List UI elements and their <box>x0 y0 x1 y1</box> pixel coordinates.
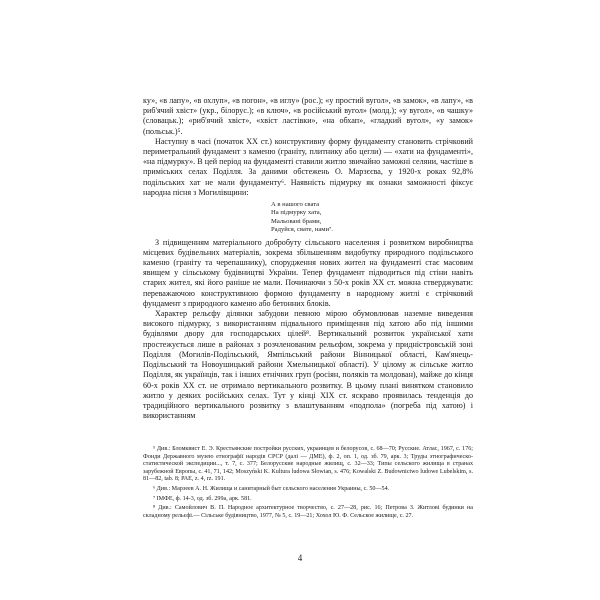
footnotes <box>143 446 473 520</box>
folk-song-quote <box>271 201 473 235</box>
footnote: ⁷ ІМФЕ, ф. 14-3, од. зб. 299а, арк. 581. <box>153 495 252 502</box>
page-number: 4 <box>297 553 303 563</box>
paragraph: З підвищенням матеріального добробуту сільського населення і розвитком виробництва місцевих будівельних матеріалів, зокрема збільшенням видобутку природного подільського каменю (граніту та черепашнику), спорудження нових жител на фундаменті стає масовим явищем у сільському будівництві України. Тепер фундамент підводиться під стіни навіть старих жител, які його раніше не мали. Починаючи з 50-х років XX ст. можна стверджувати: переважаючою конструктивною формою фундаменту в народному житлі є стрічковий фундамент з природного каменю або бетонних блоків. <box>143 237 473 308</box>
footnote: ⁶ Див.: Марзеев А. Н. Жилища и санитарный быт сельского населения Украины, с. 50—54. <box>153 485 390 492</box>
paragraph: Наступну в часі (початок XX ст.) конструктивну форму фундаменту становить стрічковий периметральний фундамент з каменю (граніту, плитнику або цегли) — «хати на фундаменті», «на підмурку». В цей період на фундаменті ставили житло звичайно заможні селяни, частіше в приміських селах Поділля. За даними обстежень О. Марзєєва, у 1920-х роках 92,8% подільських хат не мали фундаменту⁶. Наявність підмурку як ознаки заможності фіксує народна пісня з Могилівщини: <box>143 136 473 197</box>
paragraph: Характер рельєфу ділянки забудови певною мірою обумовлював наземне виведення високого підмурку, з використанням підвального приміщення під хатою або під іншими будівлями двору для господарських цілей⁸. Вертикальний розвиток української хати простежується лише в районах з розчленованим рельєфом, зокрема у придністровській зоні Поділля (Могилів-Подільський, Ямпільський райони Вінницької області, Кам'янець-Подільський та Новоушицький райони Хмельницької області). У цілому ж сільське житло Поділля, як українців, так і інших етнічних груп (росіян, поляків та молдован), майже до кінця 60-х років XX ст. не отримало вертикального розвитку. В цьому плані винятком становило житло у деяких російських селах. Тут у кінці XIX ст. яскраво проявилась тенденція до традиційного вертикального розвитку з влаштуванням «подпола» (погреба під хатою) і використанням <box>143 309 473 421</box>
paragraph: ку», «в лапу», «в охлуп», «в погон», «в иглу» (рос.); «у простий вугол», «в замок», «в лапу», «в риб'ячий хвіст» (укр., білорус.); «в ключ», «в російський вугол» (молд.); «у вугол», «в чашку» (словацьк.); «риб'ячий хвіст», «хвіст ластівки», «на обхап», «гладкий вугол», «у замок» (польськ.)⁵. <box>143 96 473 136</box>
poem-line: А в нашого свата <box>271 201 320 209</box>
footnote: ⁸ Див.: Самойлович В. П. Народное архитектурное творчество, с. 27—28, рис. 16; Петрова З. Житлові будинки на складному рельєфі.— Сільське будівництво, 1977, № 5, с. 19—21; Хохол Ю. Ф. Сельское жилище, с. 27. <box>143 505 473 519</box>
poem-line: Мальовані брами, <box>271 217 322 225</box>
main-text <box>143 96 473 421</box>
footnote: ⁵ Див.: Бломквист Е. Э. Крестьянские постройки русских, украинцев и белорусов, с. 68—70; Русские. Атлас, 1967, с. 176; Фонди Державного музею етнографії народів СРСР (далі — ДМЕ), ф. 2, оп. 1, од. зб. 79, арк. 3; Труды этнографическо-статистической экспедиции..., т. 7, с. 377; Белорусские народные жилищ, с. 32—33; Типы сельского жилища в странах зарубежной Европы, с. 41, 71, 142; Moszyński K. Kultura ludowa Słowian, s. 476; Kowalski Z. Budownictwo ludowe Lubelskim, s. 81—82, tab. 8; РАЕ, z. 4, rz. 191. <box>143 446 473 483</box>
poem-line: Радуйся, свате, нами⁷. <box>271 226 333 234</box>
poem-line: На підмурку хата, <box>271 209 322 217</box>
